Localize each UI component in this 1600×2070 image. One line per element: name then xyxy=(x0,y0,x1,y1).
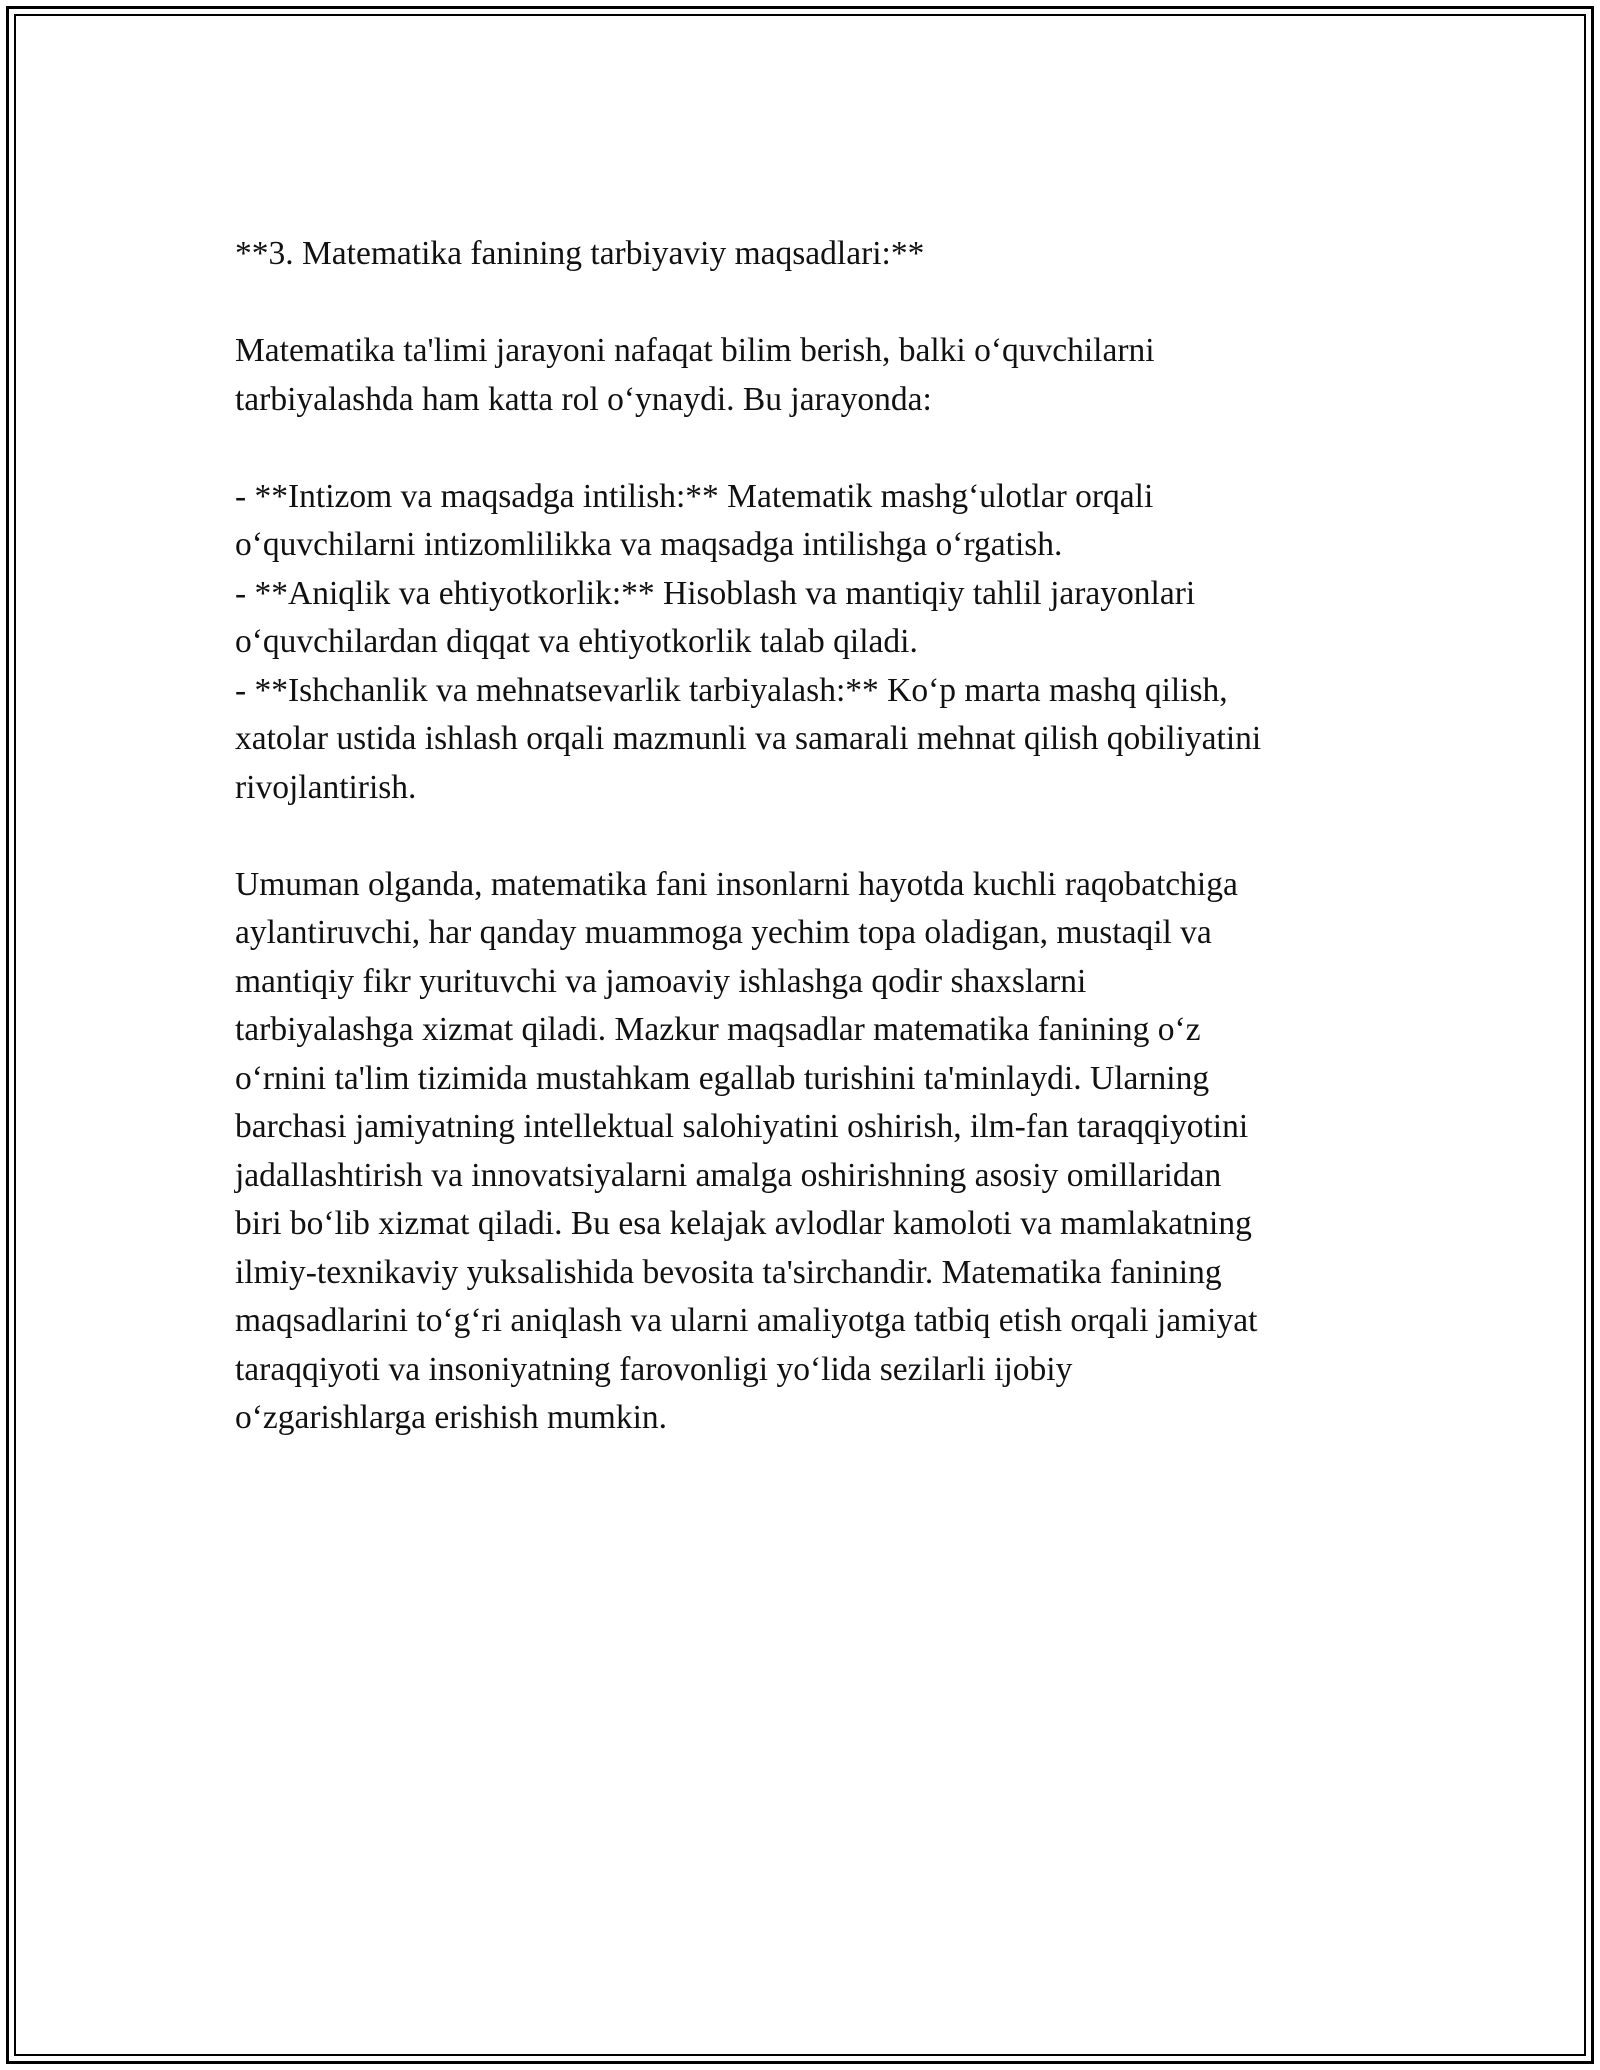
conclusion-paragraph: Umuman olganda, matematika fani insonlarni hayotda kuchli raqobatchiga aylantiruvchi, har qanday muammoga yechim topa oladigan, mustaqil va mantiqiy fikr yurituvchi va jamoaviy ishlashga qodir shaxslarni tarbiyalashga xizmat qiladi. Mazkur maqsadlar matematika fanining o‘z o‘rnini ta'lim tizimida mustahkam egallab turishini ta'minlaydi. Ularning barchasi jamiyatning intellektual salohiyatini oshirish, ilm-fan taraqqiyotini jadallashtirish va innovatsiyalarni amalga oshirishning asosiy omillaridan biri bo‘lib xizmat qiladi. Bu esa kelajak avlodlar kamoloti va mamlakatning ilmiy-texnikaviy yuksalishida bevosita ta'sirchandir. Matematika fanining maqsadlarini to‘g‘ri aniqlash va ularni amaliyotga tatbiq etish orqali jamiyat taraqqiyoti va insoniyatning farovonligi yo‘lida sezilarli ijobiy o‘zgarishlarga erishish mumkin. xyxy=(235,865,1258,1436)
document-body xyxy=(235,230,1375,1443)
section-heading: **3. Matematika fanining tarbiyaviy maqsadlari:** xyxy=(235,235,925,272)
spacer xyxy=(235,279,1375,328)
bullet-item: - **Ishchanlik va mehnatsevarlik tarbiyalash:** Ko‘p marta mashq qilish, xatolar ustida ishlash orqali mazmunli va samarali mehnat qilish qobiliyatini rivojlantirish. xyxy=(235,671,1262,806)
bullet-item: - **Aniqlik va ehtiyotkorlik:** Hisoblash va mantiqiy tahlil jarayonlari o‘quvchilardan diqqat va ehtiyotkorlik talab qiladi. xyxy=(235,574,1196,660)
spacer xyxy=(235,812,1375,861)
intro-paragraph: Matematika ta'limi jarayoni nafaqat bilim berish, balki o‘quvchilarni tarbiyalashda ham katta rol o‘ynaydi. Bu jarayonda: xyxy=(235,332,1155,418)
spacer xyxy=(235,424,1375,473)
bullet-item: - **Intizom va maqsadga intilish:** Matematik mashg‘ulotlar orqali o‘quvchilarni intizomlilikka va maqsadga intilishga o‘rgatish. xyxy=(235,477,1154,563)
